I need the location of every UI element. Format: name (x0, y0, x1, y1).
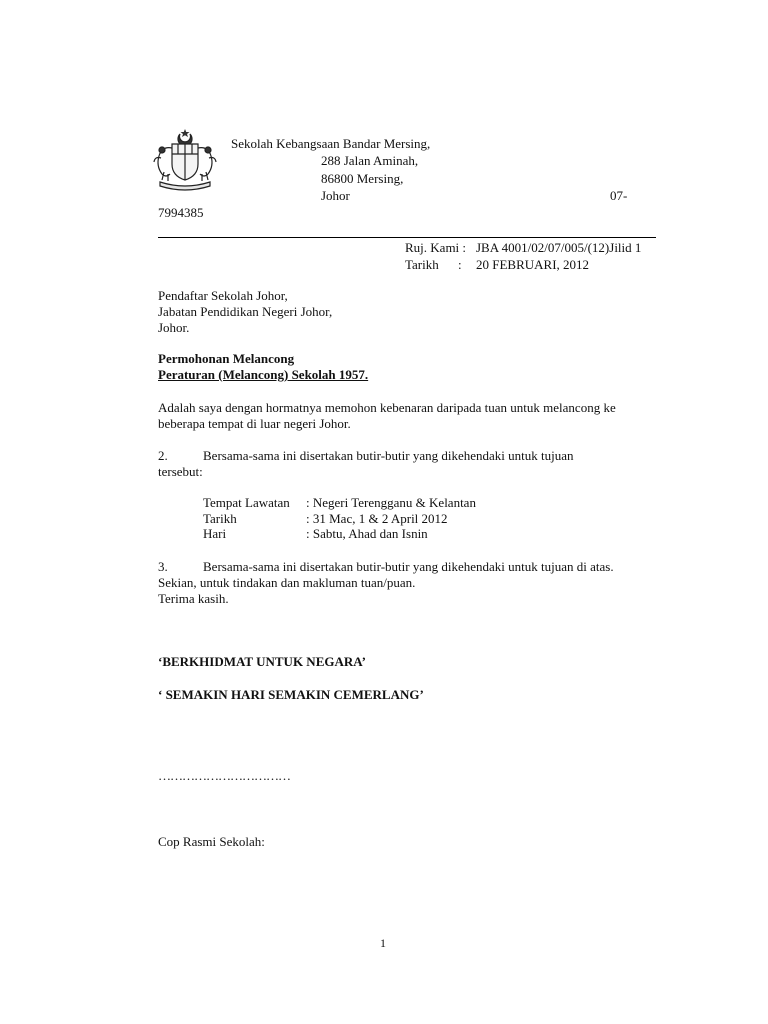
detail-value-tempat: : Negeri Terengganu & Kelantan (306, 495, 476, 510)
signature-line: …………………………… (158, 768, 290, 783)
para3-line-2: Sekian, untuk tindakan dan makluman tuan/puan. (158, 575, 416, 590)
ref-value: JBA 4001/02/07/005/(12)Jilid 1 (476, 240, 642, 255)
address-line-3: Johor (321, 188, 350, 203)
address-line-1: 288 Jalan Aminah, (321, 153, 419, 168)
para2-number: 2. (158, 448, 168, 463)
detail-value-tarikh: : 31 Mac, 1 & 2 April 2012 (306, 511, 448, 526)
motto-cemerlang: ‘ SEMAKIN HARI SEMAKIN CEMERLANG’ (158, 687, 424, 702)
recipient-line-1: Pendaftar Sekolah Johor, (158, 288, 288, 303)
para2-line-2: tersebut: (158, 464, 203, 479)
detail-label-hari: Hari (203, 526, 227, 541)
para1-line-1: Adalah saya dengan hormatnya memohon kebenaran daripada tuan untuk melancong ke (158, 400, 616, 415)
detail-label-tempat: Tempat Lawatan (203, 495, 290, 510)
page-number: 1 (380, 936, 386, 950)
para3-line-3: Terima kasih. (158, 591, 229, 606)
detail-label-tarikh: Tarikh (203, 511, 237, 526)
date-colon: : (458, 257, 462, 272)
phone-prefix: 07- (610, 188, 628, 203)
phone-number: 7994385 (158, 205, 204, 220)
para2-line-1: Bersama-sama ini disertakan butir-butir yang dikehendaki untuk tujuan (203, 448, 574, 463)
para1-line-2: beberapa tempat di luar negeri Johor. (158, 416, 351, 431)
date-value: 20 FEBRUARI, 2012 (476, 257, 590, 272)
subject-line-1: Permohonan Melancong (158, 351, 295, 366)
letterhead-divider (158, 237, 656, 238)
school-name: Sekolah Kebangsaan Bandar Mersing, (231, 136, 431, 151)
date-label: Tarikh (405, 257, 439, 272)
recipient-line-3: Johor. (158, 320, 190, 335)
stamp-label: Cop Rasmi Sekolah: (158, 834, 265, 849)
address-line-2: 86800 Mersing, (321, 171, 404, 186)
recipient-line-2: Jabatan Pendidikan Negeri Johor, (158, 304, 333, 319)
para3-line-1: Bersama-sama ini disertakan butir-butir yang dikehendaki untuk tujuan di atas. (203, 559, 614, 574)
ref-label: Ruj. Kami : (405, 240, 467, 255)
subject-line-2: Peraturan (Melancong) Sekolah 1957. (158, 367, 369, 382)
coat-of-arms-icon (150, 128, 220, 192)
para3-number: 3. (158, 559, 168, 574)
detail-value-hari: : Sabtu, Ahad dan Isnin (306, 526, 428, 541)
motto-berkhidmat: ‘BERKHIDMAT UNTUK NEGARA’ (158, 654, 367, 669)
